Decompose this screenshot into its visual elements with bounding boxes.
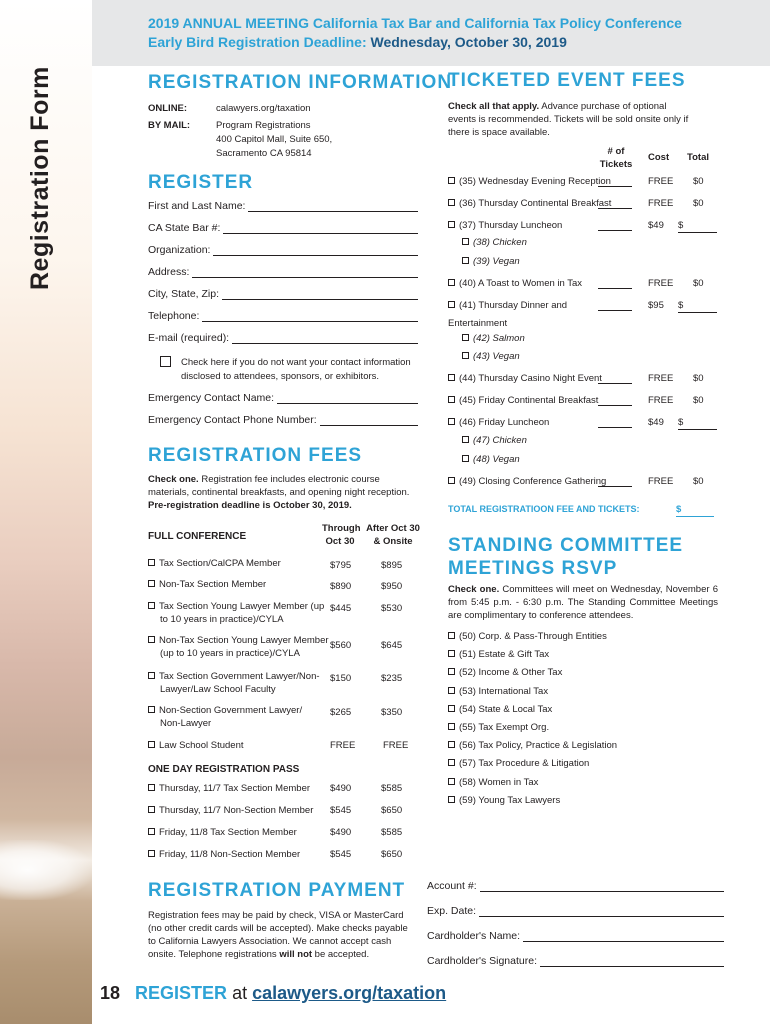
checkbox[interactable] [448, 199, 455, 206]
tickets-intro-bold: Check all that apply. [448, 101, 540, 112]
emergency-name-field[interactable] [148, 392, 418, 404]
fee-row[interactable] [148, 579, 266, 591]
field-label: Emergency Contact Name: [148, 392, 275, 404]
fees-intro [148, 473, 420, 512]
checkbox[interactable] [148, 672, 155, 679]
fee-label: Tax Section Government Lawyer/Non- [159, 671, 320, 682]
fee-row[interactable] [148, 635, 329, 647]
checkbox[interactable] [148, 602, 155, 609]
field-line[interactable] [523, 932, 724, 942]
ticket-total: $ [678, 300, 717, 313]
committee-item[interactable] [448, 667, 562, 679]
fee-label: Law School Student [159, 740, 244, 751]
day-label: Friday, 11/8 Tax Section Member [159, 827, 297, 838]
ticket-cost: FREE [648, 476, 674, 487]
deadline-label: Early Bird Registration Deadline: [148, 34, 371, 50]
field-label: Account #: [427, 880, 477, 892]
ticket-cost: FREE [648, 395, 674, 406]
fee-row[interactable] [148, 601, 324, 613]
footer-at: at [227, 983, 253, 1003]
mail-line: 400 Capitol Mall, Suite 650, [216, 134, 333, 145]
payment-text-end: be accepted. [312, 949, 370, 960]
fee-label-cont: to 10 years in practice)/CYLA [160, 614, 284, 625]
payment-text-main: Registration fees may be paid by check, VISA or MasterCard (no other credit cards will be accepted). Make checks payable to California Lawyers Association. We cannot accept cash onsite. Telephone registrations [148, 910, 408, 960]
checkbox[interactable] [148, 741, 155, 748]
committee-label: (54) State & Local Tax [459, 703, 553, 715]
ticket-label: (45) Friday Continental Breakfast [459, 395, 599, 406]
field-label: First and Last Name: [148, 200, 246, 212]
footer [100, 983, 446, 1004]
ticket-total: $0 [693, 373, 704, 384]
field-line[interactable] [202, 312, 418, 322]
checkbox[interactable] [448, 477, 455, 484]
day-price-2: $585 [381, 783, 403, 794]
day-price-2: $585 [381, 827, 403, 838]
checkbox[interactable] [448, 374, 455, 381]
checkbox[interactable] [448, 668, 455, 675]
checkbox[interactable] [448, 687, 455, 694]
ticket-total: $0 [693, 476, 704, 487]
ticket-label: (36) Thursday Continental Breakfast [459, 198, 612, 209]
field-line[interactable] [540, 957, 724, 967]
committee-heading-1: STANDING COMMITTEE [448, 535, 684, 556]
ticket-label: (49) Closing Conference Gathering [459, 476, 607, 487]
deadline-date: Wednesday, October 30, 2019 [370, 34, 567, 50]
fee-label: Non-Tax Section Member [159, 579, 267, 590]
ticket-label: (46) Friday Luncheon [459, 417, 550, 428]
fee-label: Non-Section Government Lawyer/ [159, 705, 303, 716]
committee-label: (55) Tax Exempt Org. [459, 722, 550, 733]
col-tickets-2: Tickets [599, 159, 633, 170]
meal-label: (38) Chicken [473, 237, 527, 248]
fee-price-1: $265 [330, 707, 352, 718]
ticket-total: $ [678, 220, 717, 233]
one-day-heading: ONE DAY REGISTRATION PASS [148, 764, 300, 775]
online-value: calawyers.org/taxation [216, 103, 311, 114]
payment-heading: REGISTRATION PAYMENT [148, 880, 406, 901]
checkbox[interactable] [148, 636, 155, 643]
day-label: Thursday, 11/7 Non-Section Member [159, 805, 314, 816]
col-after-1: After Oct 30 [366, 523, 420, 534]
col-tickets [598, 145, 634, 171]
footer-register: REGISTER [135, 983, 228, 1003]
fee-label-cont: Non-Lawyer [160, 718, 212, 729]
ticket-total: $0 [693, 176, 704, 187]
day-row[interactable] [148, 827, 297, 839]
committee-intro-text: Committees will meet on Wednesday, November 6 from 5:45 p.m. - 6:30 p.m. The Standing Committee Meetings are complimentary to conference attendees. [448, 584, 718, 621]
fee-price-2: FREE [383, 740, 409, 751]
checkbox[interactable] [448, 741, 455, 748]
emergency-phone-field[interactable] [148, 414, 418, 426]
checkbox[interactable] [448, 723, 455, 730]
meal-option[interactable] [462, 454, 520, 466]
field-line[interactable] [223, 224, 418, 234]
address-field[interactable] [148, 266, 418, 278]
meal-option[interactable] [462, 351, 520, 363]
fees-heading: REGISTRATION FEES [148, 445, 363, 466]
fees-intro-text: Registration fee includes electronic course materials, continental breakfasts, and opening night reception. [148, 474, 410, 498]
col-total: Total [687, 152, 709, 163]
fee-price-2: $350 [381, 707, 403, 718]
checkbox[interactable] [462, 455, 469, 462]
col-cost: Cost [648, 152, 670, 163]
field-label: CA State Bar #: [148, 222, 221, 234]
field-label: Cardholder's Name: [427, 930, 521, 942]
tickets-intro [448, 100, 693, 139]
fee-price-2: $950 [381, 581, 403, 592]
committee-item[interactable] [448, 758, 589, 770]
header-banner [92, 0, 770, 66]
committee-item[interactable] [448, 631, 607, 643]
checkbox[interactable] [448, 705, 455, 712]
reg-info-heading: REGISTRATION INFORMATION [148, 72, 453, 93]
fee-label-cont: (up to 10 years in practice)/CYLA [160, 648, 300, 659]
committee-label: (56) Tax Policy, Practice & Legislation [459, 740, 618, 752]
organization-field[interactable] [148, 244, 418, 256]
tickets-intro-text: Advance purchase of optional events is recommended. Tickets will be sold onsite only if there is space available. [448, 101, 689, 138]
day-label: Thursday, 11/7 Tax Section Member [159, 783, 311, 794]
col-after [365, 522, 421, 548]
field-label: Cardholder's Signature: [427, 955, 537, 967]
exp-date-field[interactable] [427, 905, 724, 917]
ticket-cost: FREE [648, 176, 674, 187]
ticket-row[interactable] [448, 373, 602, 385]
field-label: Address: [148, 266, 190, 278]
fee-row[interactable] [148, 740, 244, 752]
committee-intro-bold: Check one. [448, 584, 500, 595]
ticket-row[interactable] [448, 395, 598, 407]
fee-label: Non-Tax Section Young Lawyer Member [159, 635, 329, 646]
privacy-checkbox[interactable] [160, 356, 171, 367]
page-number: 18 [100, 983, 121, 1003]
checkbox[interactable] [448, 796, 455, 803]
ticket-total: $0 [693, 395, 704, 406]
fee-price-1: $150 [330, 673, 352, 684]
committee-item[interactable] [448, 740, 617, 752]
tickets-qty-line[interactable] [598, 486, 632, 487]
ticket-cost: FREE [648, 373, 674, 384]
tickets-qty-line[interactable] [598, 310, 632, 311]
checkbox[interactable] [448, 177, 455, 184]
sidebar-beach-image [0, 0, 92, 1024]
committee-heading-2: MEETINGS RSVP [448, 558, 618, 579]
fee-price-2: $530 [381, 603, 403, 614]
tickets-qty-line[interactable] [598, 383, 632, 384]
col-through-1: Through [322, 523, 361, 534]
field-line[interactable] [222, 290, 418, 300]
tickets-qty-line[interactable] [598, 288, 632, 289]
committee-label: (50) Corp. & Pass-Through Entities [459, 631, 607, 642]
ticket-total: $0 [693, 278, 704, 289]
tickets-qty-line[interactable] [598, 405, 632, 406]
tickets-qty-line[interactable] [598, 208, 632, 209]
meal-label: (39) Vegan [473, 256, 520, 267]
checkbox[interactable] [448, 279, 455, 286]
city-state-zip-field[interactable] [148, 288, 418, 300]
col-through-2: Oct 30 [325, 536, 355, 547]
ticket-label-cont: Entertainment [448, 318, 508, 329]
fee-row[interactable] [148, 705, 302, 717]
checkbox[interactable] [448, 418, 455, 425]
online-label: ONLINE: [148, 103, 188, 114]
checkbox[interactable] [462, 334, 469, 341]
checkbox[interactable] [462, 352, 469, 359]
meal-option[interactable] [462, 256, 520, 268]
mail-line: Program Registrations [216, 120, 311, 131]
committee-item[interactable] [448, 777, 538, 789]
ticket-row[interactable] [448, 300, 567, 312]
field-label: E-mail (required): [148, 332, 230, 344]
committee-intro [448, 583, 718, 622]
committee-item[interactable] [448, 686, 548, 698]
signature-field[interactable] [427, 955, 724, 967]
ticket-label: (41) Thursday Dinner and [459, 300, 568, 311]
fee-price-1: $445 [330, 603, 352, 614]
name-field[interactable] [148, 200, 418, 212]
ticket-row[interactable] [448, 417, 549, 429]
fee-price-2: $895 [381, 560, 403, 571]
meal-label: (43) Vegan [473, 351, 520, 362]
checkbox[interactable] [448, 759, 455, 766]
field-line[interactable] [479, 907, 724, 917]
field-label: Telephone: [148, 310, 200, 322]
checkbox[interactable] [462, 238, 469, 245]
total-label: TOTAL REGISTRATIOON FEE AND TICKETS: [448, 504, 640, 514]
meal-label: (42) Salmon [473, 333, 525, 344]
ticket-row[interactable] [448, 198, 611, 210]
checkbox[interactable] [462, 257, 469, 264]
ticket-label: (37) Thursday Luncheon [459, 220, 563, 231]
ticket-cost: $95 [648, 300, 664, 311]
checkbox[interactable] [448, 396, 455, 403]
fee-price-1: $890 [330, 581, 352, 592]
field-label: City, State, Zip: [148, 288, 219, 300]
sidebar-foam [0, 840, 92, 900]
fee-label-cont: Lawyer/Law School Faculty [160, 684, 276, 695]
fee-price-1: FREE [330, 740, 356, 751]
fee-price-2: $645 [381, 640, 403, 651]
checkbox[interactable] [148, 806, 155, 813]
ticket-cost: $49 [648, 220, 664, 231]
sidebar-title: Registration Form [26, 66, 54, 290]
committee-heading [448, 534, 683, 580]
day-row[interactable] [148, 849, 300, 861]
ticket-row[interactable] [448, 220, 562, 232]
mail-label: BY MAIL: [148, 120, 191, 131]
checkbox[interactable] [148, 580, 155, 587]
ticket-label: (40) A Toast to Women in Tax [459, 278, 583, 289]
field-label: Exp. Date: [427, 905, 477, 917]
committee-item[interactable] [448, 649, 549, 661]
checkbox[interactable] [448, 778, 455, 785]
day-row[interactable] [148, 783, 310, 795]
checkbox[interactable] [148, 784, 155, 791]
fee-row[interactable] [148, 671, 320, 683]
ticket-row[interactable] [448, 476, 606, 488]
fee-price-1: $795 [330, 560, 352, 571]
full-conference-heading: FULL CONFERENCE [148, 531, 247, 542]
ticket-row[interactable] [448, 176, 611, 188]
field-line[interactable] [213, 246, 418, 256]
footer-link[interactable]: calawyers.org/taxation [252, 983, 447, 1003]
day-label: Friday, 11/8 Non-Section Member [159, 849, 301, 860]
payment-text [148, 909, 414, 961]
tickets-qty-line[interactable] [598, 230, 632, 231]
header-line1: 2019 ANNUAL MEETING California Tax Bar and California Tax Policy Conference [148, 15, 682, 31]
col-after-2: & Onsite [373, 536, 413, 547]
col-tickets-1: # of [607, 146, 625, 157]
fee-row[interactable] [148, 558, 281, 570]
privacy-text: Check here if you do not want your contact information [181, 357, 411, 368]
field-line[interactable] [320, 416, 418, 426]
fees-intro-bold: Check one. [148, 474, 199, 485]
ticket-cost: FREE [648, 198, 674, 209]
tickets-qty-line[interactable] [598, 186, 632, 187]
meal-option[interactable] [462, 237, 527, 249]
fee-price-2: $235 [381, 673, 403, 684]
field-line[interactable] [248, 202, 418, 212]
fee-label: Tax Section Young Lawyer Member (up [159, 601, 325, 612]
committee-item[interactable] [448, 704, 552, 716]
ticket-cost: $49 [648, 417, 664, 428]
fees-deadline: Pre-registration deadline is October 30, 2019. [148, 500, 352, 511]
fee-price-1: $560 [330, 640, 352, 651]
committee-label: (57) Tax Procedure & Litigation [459, 758, 590, 770]
ticket-total: $0 [693, 198, 704, 209]
mail-line: Sacramento CA 95814 [216, 148, 312, 159]
cardholder-name-field[interactable] [427, 930, 724, 942]
email-field[interactable] [148, 332, 418, 344]
checkbox[interactable] [448, 221, 455, 228]
day-price-2: $650 [381, 805, 403, 816]
meal-option[interactable] [462, 333, 525, 345]
checkbox[interactable] [148, 828, 155, 835]
meal-option[interactable] [462, 435, 527, 447]
committee-label: (52) Income & Other Tax [459, 667, 563, 679]
tickets-qty-line[interactable] [598, 427, 632, 428]
checkbox[interactable] [148, 706, 155, 713]
field-label: Organization: [148, 244, 211, 256]
ticket-total: $ [678, 417, 717, 430]
ticket-label: (35) Wednesday Evening Reception [459, 176, 611, 187]
checkbox[interactable] [148, 850, 155, 857]
committee-item[interactable] [448, 795, 560, 807]
account-field[interactable] [427, 880, 724, 892]
committee-label: (58) Women in Tax [459, 776, 539, 788]
checkbox[interactable] [448, 301, 455, 308]
ticket-row[interactable] [448, 278, 582, 290]
committee-label: (59) Young Tax Lawyers [459, 794, 561, 806]
register-heading: REGISTER [148, 172, 254, 193]
header-line2 [148, 33, 770, 52]
day-price-2: $650 [381, 849, 403, 860]
fee-label: Tax Section/CalCPA Member [159, 558, 281, 569]
day-row[interactable] [148, 805, 313, 817]
privacy-text: disclosed to attendees, sponsors, or exhibitors. [181, 371, 380, 382]
telephone-field[interactable] [148, 310, 418, 322]
field-line[interactable] [232, 334, 418, 344]
field-line[interactable] [277, 394, 418, 404]
tickets-heading: TICKETED EVENT FEES [448, 70, 686, 91]
ticket-label: (44) Thursday Casino Night Event [459, 373, 602, 384]
meal-label: (48) Vegan [473, 454, 520, 465]
ticket-cost: FREE [648, 278, 674, 289]
day-price-1: $490 [330, 783, 352, 794]
committee-label: (53) International Tax [459, 685, 549, 697]
field-line[interactable] [192, 268, 418, 278]
field-label: Emergency Contact Phone Number: [148, 414, 317, 426]
field-line[interactable] [480, 882, 724, 892]
total-value: $ [676, 503, 714, 517]
day-price-1: $545 [330, 805, 352, 816]
payment-text-bold: will not [279, 949, 313, 960]
col-through [322, 522, 361, 548]
committee-label: (51) Estate & Gift Tax [459, 649, 550, 661]
day-price-1: $490 [330, 827, 352, 838]
checkbox[interactable] [448, 650, 455, 657]
meal-label: (47) Chicken [473, 435, 527, 446]
checkbox[interactable] [462, 436, 469, 443]
checkbox[interactable] [448, 632, 455, 639]
committee-item[interactable] [448, 722, 549, 734]
day-price-1: $545 [330, 849, 352, 860]
checkbox[interactable] [148, 559, 155, 566]
bar-number-field[interactable] [148, 222, 418, 234]
